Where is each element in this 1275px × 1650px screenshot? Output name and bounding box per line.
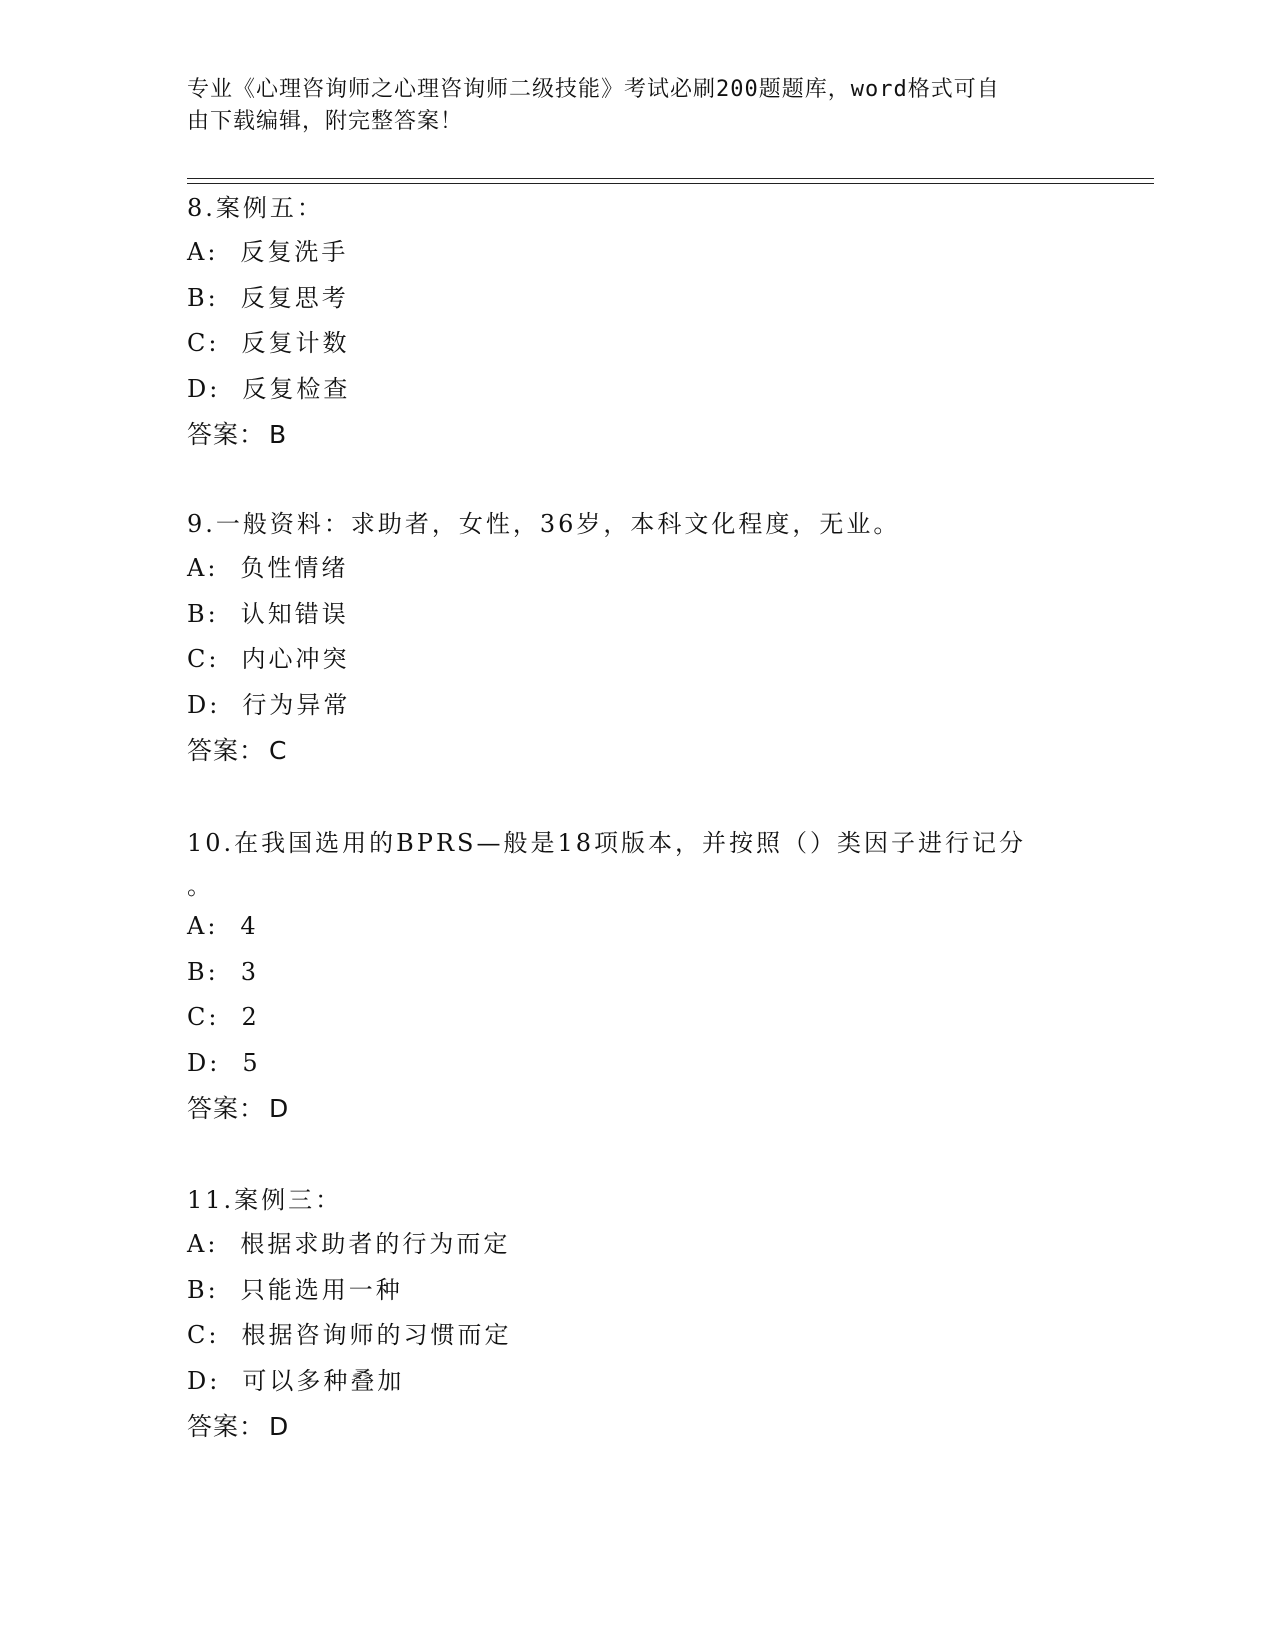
answer-line xyxy=(187,1086,1087,1131)
option-text: 4 xyxy=(240,912,259,940)
option-text: 反复计数 xyxy=(241,329,350,357)
option-letter: C: xyxy=(187,1003,220,1031)
answer-line xyxy=(187,412,1087,457)
header-line-2: 由下载编辑，附完整答案！ xyxy=(187,109,464,134)
answer-line xyxy=(187,1404,1087,1449)
question-stem: 8.案例五： xyxy=(187,194,324,222)
option-text: 2 xyxy=(241,1003,260,1031)
option-b xyxy=(187,1268,1087,1314)
answer-label: 答案： xyxy=(187,1412,266,1441)
option-text: 认知错误 xyxy=(240,599,349,628)
option-letter: A: xyxy=(187,912,219,940)
answer-label: 答案： xyxy=(187,420,266,449)
option-a xyxy=(187,546,1087,592)
option-text: 只能选用一种 xyxy=(240,1275,403,1304)
option-letter: B: xyxy=(187,1275,219,1304)
option-letter: B: xyxy=(187,283,219,312)
option-b xyxy=(187,592,1087,638)
option-text: 可以多种叠加 xyxy=(242,1366,405,1395)
option-a xyxy=(187,1222,1087,1268)
option-b xyxy=(187,276,1087,322)
answer-label: 答案： xyxy=(187,736,266,765)
option-letter: A: xyxy=(187,238,219,266)
option-text: 反复思考 xyxy=(240,283,349,312)
option-letter: A: xyxy=(187,554,219,582)
option-text: 5 xyxy=(242,1048,261,1077)
option-letter: C: xyxy=(187,329,220,357)
document-header xyxy=(187,74,1067,138)
option-a xyxy=(187,230,1087,276)
question-stem: 11.案例三： xyxy=(187,1186,343,1214)
answer-value: B xyxy=(269,420,288,449)
option-d xyxy=(187,1041,1087,1087)
answer-line xyxy=(187,728,1087,773)
answer-label: 答案： xyxy=(187,1094,266,1123)
question-stem: 10.在我国选用的BPRS—般是18项版本，并按照（）类因子进行记分 xyxy=(187,829,1027,857)
option-letter: D: xyxy=(187,374,221,403)
option-text: 内心冲突 xyxy=(241,645,350,673)
header-divider-bottom xyxy=(187,183,1154,184)
option-letter: D: xyxy=(187,1366,221,1395)
question-10 xyxy=(187,818,1087,1131)
option-text: 根据求助者的行为而定 xyxy=(240,1230,511,1258)
option-a xyxy=(187,904,1087,950)
option-letter: D: xyxy=(187,1048,221,1077)
option-b xyxy=(187,950,1087,996)
option-text: 负性情绪 xyxy=(240,554,349,582)
option-c xyxy=(187,637,1087,683)
option-text: 行为异常 xyxy=(242,690,351,719)
option-d xyxy=(187,683,1087,729)
option-letter: C: xyxy=(187,1321,220,1349)
question-stem: 9.一般资料：求助者，女性，36岁，本科文化程度，无业。 xyxy=(187,510,901,538)
option-letter: B: xyxy=(187,599,219,628)
option-text: 反复洗手 xyxy=(240,238,349,266)
option-text: 3 xyxy=(240,957,260,986)
question-9 xyxy=(187,502,1087,773)
option-letter: D: xyxy=(187,690,221,719)
option-letter: C: xyxy=(187,645,220,673)
option-d xyxy=(187,1359,1087,1405)
option-d xyxy=(187,367,1087,413)
question-stem-continuation: 。 xyxy=(187,872,214,900)
option-letter: B: xyxy=(187,957,219,986)
question-8 xyxy=(187,186,1087,457)
option-letter: A: xyxy=(187,1230,219,1258)
answer-value: D xyxy=(269,1094,290,1123)
option-text: 根据咨询师的习惯而定 xyxy=(241,1321,512,1349)
option-c xyxy=(187,1313,1087,1359)
answer-value: D xyxy=(269,1412,290,1441)
option-c xyxy=(187,995,1087,1041)
option-c xyxy=(187,321,1087,367)
header-divider-top xyxy=(187,178,1154,179)
answer-value: C xyxy=(269,736,288,765)
header-line-1: 专业《心理咨询师之心理咨询师二级技能》考试必刷200题题库，word格式可自 xyxy=(187,77,1000,102)
question-11 xyxy=(187,1178,1087,1449)
option-text: 反复检查 xyxy=(242,374,351,403)
